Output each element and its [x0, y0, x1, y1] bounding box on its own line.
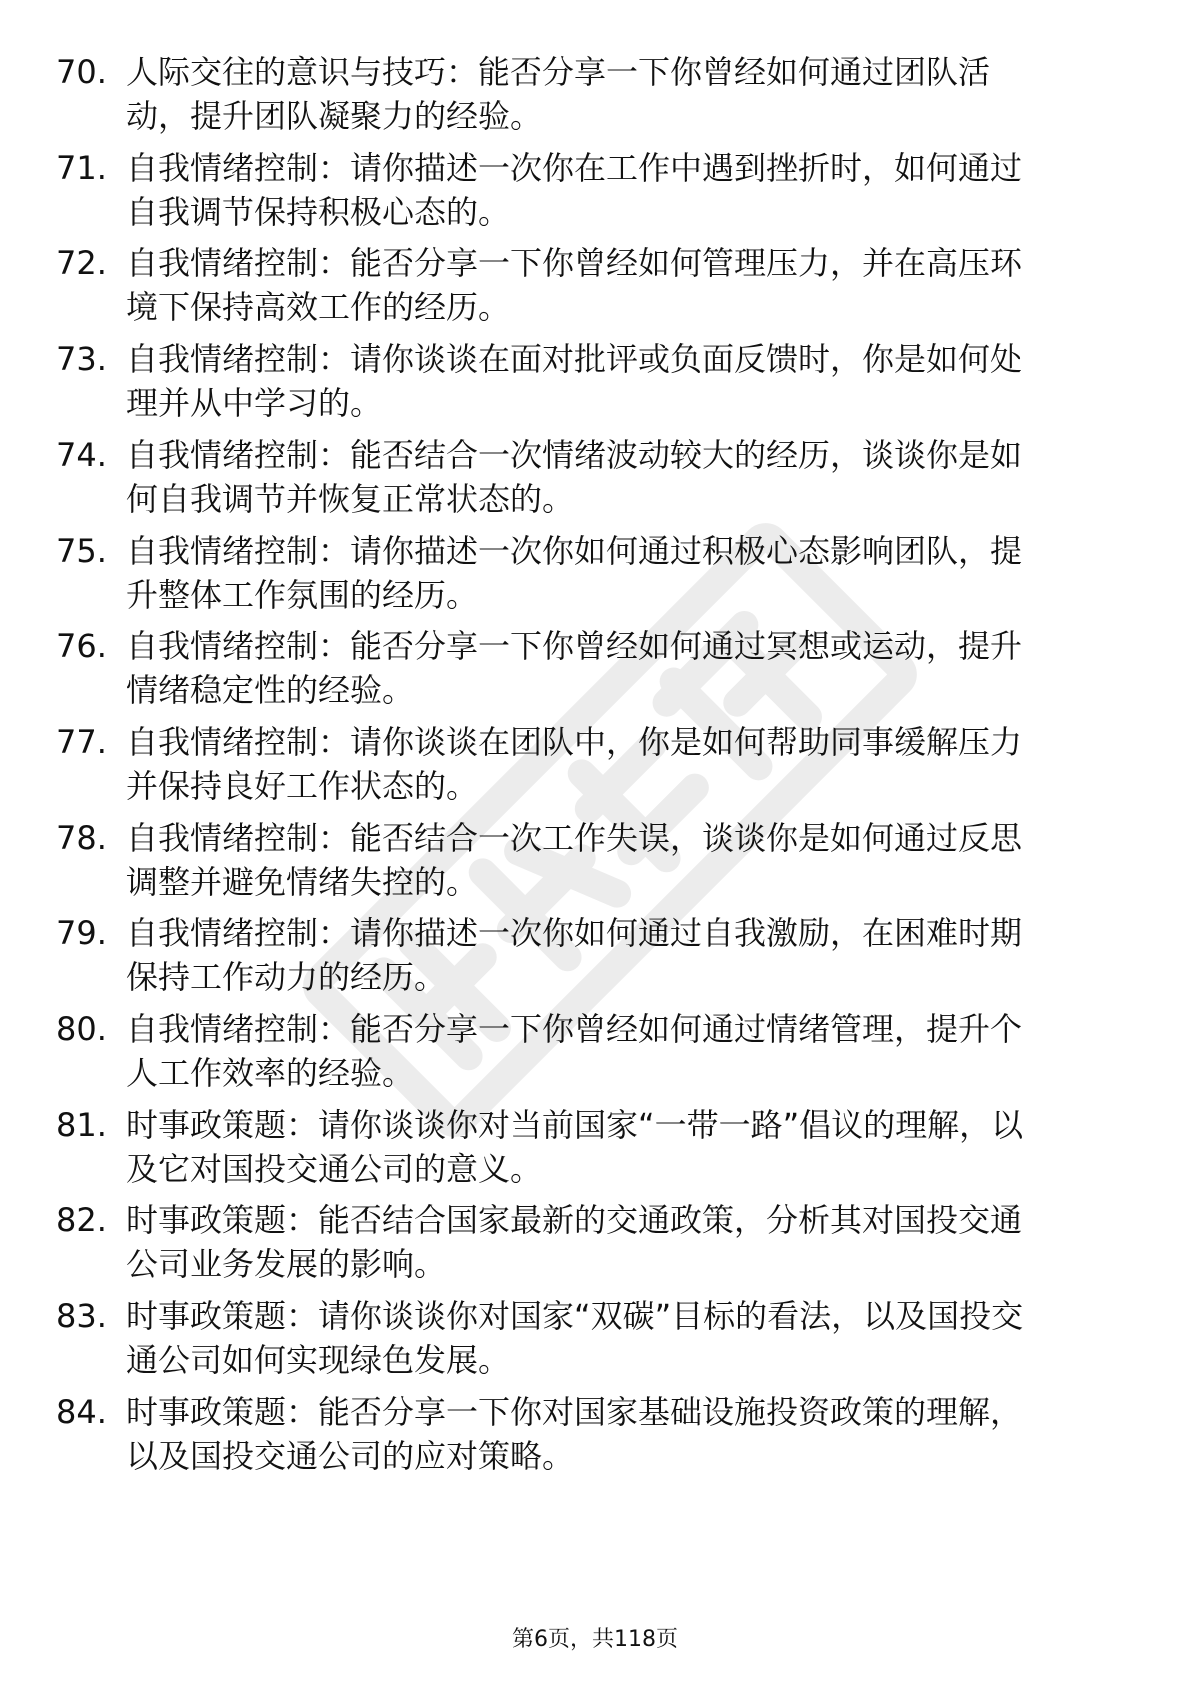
question-text-line: 何自我调节并恢复正常状态的。 — [126, 479, 575, 518]
question-text — [126, 911, 1116, 999]
question-text — [126, 433, 1116, 521]
question-text-line: 时事政策题：能否结合国家最新的交通政策，分析其对国投交通 — [126, 1201, 1023, 1240]
question-text-line: 时事政策题：能否分享一下你对国家基础设施投资政策的理解， — [126, 1392, 1023, 1431]
question-text-line: 调整并避免情绪失控的。 — [126, 862, 479, 901]
question-text — [126, 337, 1116, 425]
question-text-line: 自我情绪控制：能否结合一次情绪波动较大的经历，谈谈你是如 — [126, 435, 1023, 474]
question-text — [126, 529, 1116, 617]
question-text-line: 理并从中学习的。 — [126, 384, 383, 423]
question-number: 70. — [56, 53, 107, 91]
question-text-line: 自我情绪控制：能否结合一次工作失误，谈谈你是如何通过反思 — [126, 818, 1023, 857]
question-text-line: 公司业务发展的影响。 — [126, 1245, 447, 1284]
question-text-line: 自我情绪控制：请你描述一次你在工作中遇到挫折时，如何通过 — [126, 148, 1023, 187]
question-text-line: 境下保持高效工作的经历。 — [126, 288, 511, 327]
question-number: 76. — [56, 627, 107, 666]
question-number: 73. — [56, 340, 107, 379]
question-number: 72. — [56, 244, 107, 283]
question-text-line: 自我情绪控制：能否分享一下你曾经如何通过冥想或运动，提升 — [126, 627, 1023, 666]
question-text-line: 动，提升团队凝聚力的经验。 — [126, 97, 543, 135]
question-number: 81. — [56, 1105, 107, 1144]
question-text — [126, 1007, 1116, 1095]
question-text-line: 自我情绪控制：能否分享一下你曾经如何管理压力，并在高压环 — [126, 244, 1023, 283]
question-number: 75. — [56, 531, 107, 570]
question-text — [126, 1103, 1116, 1191]
question-number: 80. — [56, 1010, 107, 1048]
question-text-line: 并保持良好工作状态的。 — [126, 766, 479, 805]
question-text-line: 情绪稳定性的经验。 — [126, 671, 415, 710]
question-text — [126, 146, 1116, 234]
question-text-line: 以及国投交通公司的应对策略。 — [126, 1436, 575, 1475]
question-text — [126, 50, 1116, 138]
question-text-line: 自我情绪控制：请你谈谈在团队中，你是如何帮助同事缓解压力 — [126, 722, 1023, 761]
question-text — [126, 1198, 1116, 1286]
question-text-line: 自我调节保持积极心态的。 — [126, 192, 511, 231]
question-text — [126, 1294, 1116, 1382]
question-number: 79. — [56, 914, 107, 953]
question-text — [126, 241, 1116, 329]
question-number: 84. — [56, 1392, 107, 1431]
question-text-line: 时事政策题：请你谈谈你对当前国家“一带一路”倡议的理解，以 — [126, 1105, 1024, 1144]
question-number: 71. — [56, 148, 107, 187]
question-text-line: 升整体工作氛围的经历。 — [126, 575, 479, 614]
question-text — [126, 624, 1116, 712]
page-footer: 第6页，共118页 — [512, 1627, 678, 1652]
question-text — [126, 1390, 1116, 1478]
question-number: 78. — [56, 818, 107, 857]
question-text — [126, 816, 1116, 904]
question-text-line: 人工作效率的经验。 — [126, 1054, 415, 1092]
question-text — [126, 720, 1116, 808]
question-text-line: 自我情绪控制：请你描述一次你如何通过自我激励，在困难时期 — [126, 914, 1023, 953]
question-number: 77. — [56, 722, 107, 761]
question-text-line: 自我情绪控制：能否分享一下你曾经如何通过情绪管理，提升个 — [126, 1010, 1023, 1048]
question-number: 82. — [56, 1201, 107, 1240]
question-text-line: 自我情绪控制：请你谈谈在面对批评或负面反馈时，你是如何处 — [126, 340, 1023, 379]
question-text-line: 及它对国投交通公司的意义。 — [126, 1149, 543, 1188]
question-text-line: 通公司如何实现绿色发展。 — [126, 1341, 511, 1380]
question-number: 83. — [56, 1297, 107, 1336]
question-text-line: 保持工作动力的经历。 — [126, 958, 447, 997]
question-text-line: 时事政策题：请你谈谈你对国家“双碳”目标的看法，以及国投交 — [126, 1297, 1024, 1336]
question-text-line: 人际交往的意识与技巧：能否分享一下你曾经如何通过团队活 — [126, 53, 991, 91]
question-number: 74. — [56, 435, 107, 474]
question-text-line: 自我情绪控制：请你描述一次你如何通过积极心态影响团队，提 — [126, 531, 1023, 570]
